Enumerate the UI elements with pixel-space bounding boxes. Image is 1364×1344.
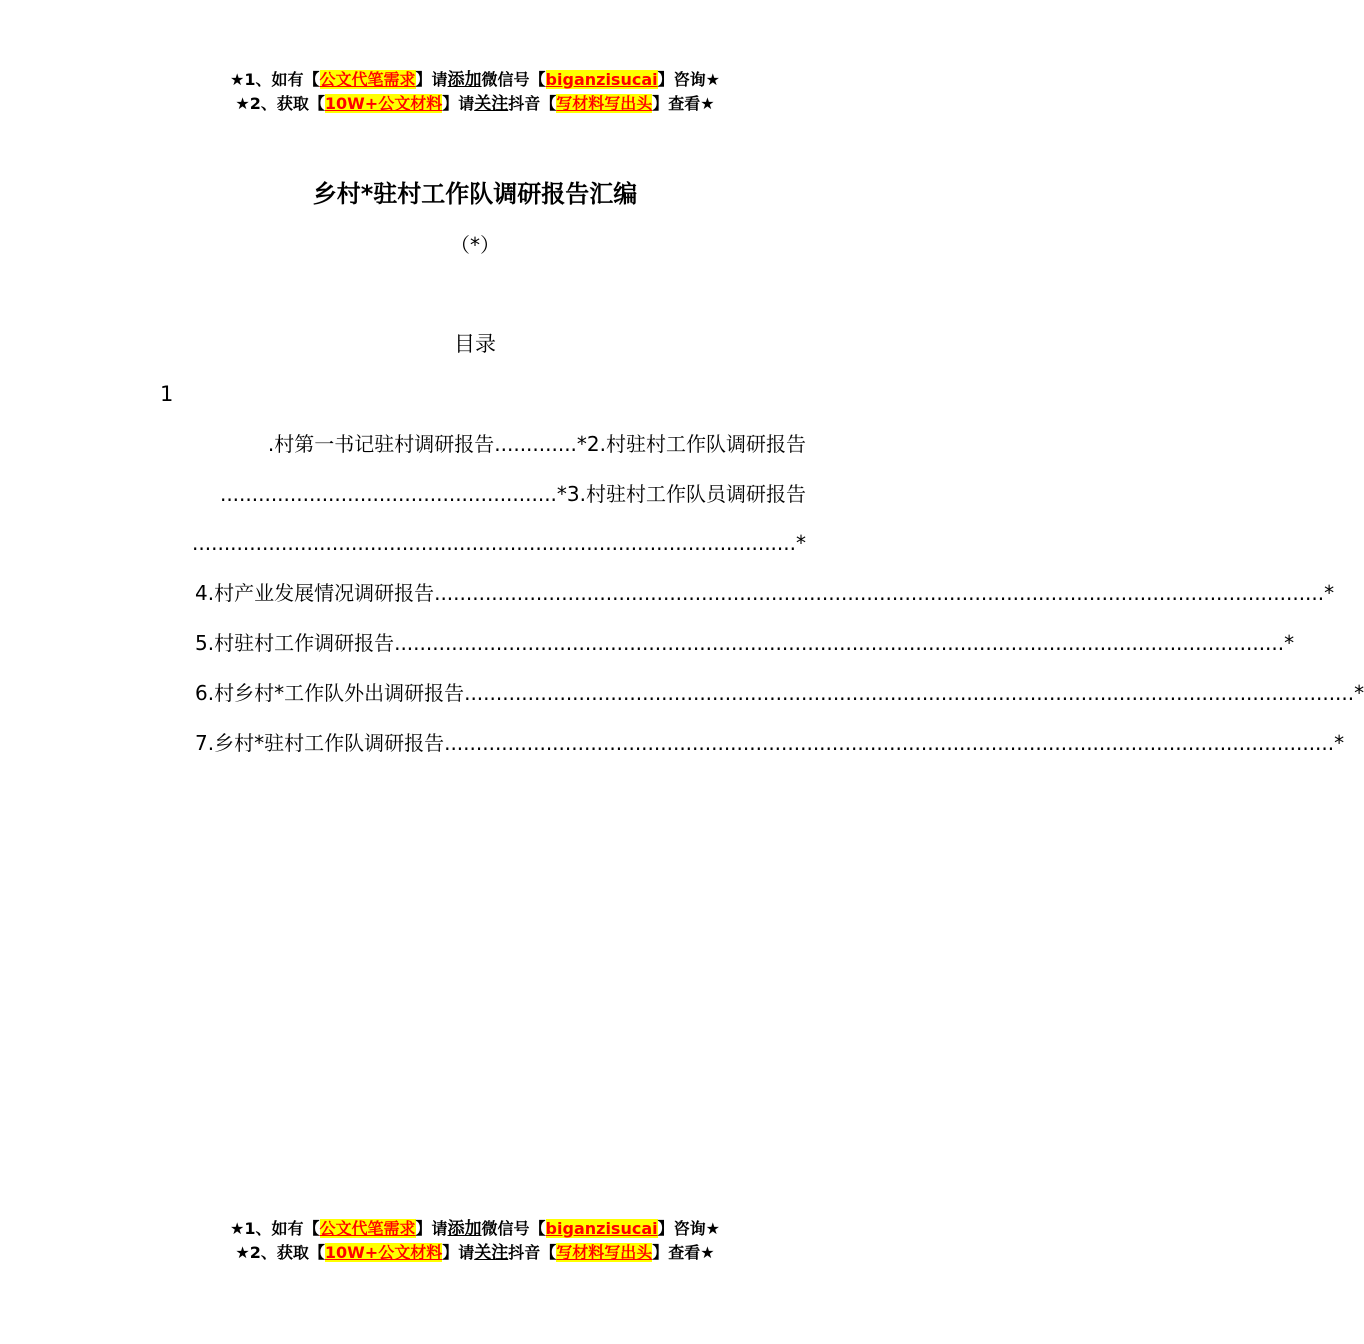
- promo-text: 】请: [442, 94, 475, 113]
- promo-text: 】咨询★: [657, 1219, 720, 1238]
- promo-line-1: [0, 68, 950, 92]
- promo-text: 】咨询★: [657, 70, 720, 89]
- promo-banner-top: [0, 68, 950, 116]
- toc-entry-label: 6.村乡村*工作队外出调研报告: [195, 681, 465, 705]
- promo-douyin-name: 写材料写出头: [556, 94, 653, 113]
- toc-entry-5: [195, 627, 1295, 659]
- toc-page-number: *: [1324, 581, 1335, 605]
- toc-entry-label: 4.村产业发展情况调研报告: [195, 581, 435, 605]
- promo-banner-bottom: [0, 1217, 950, 1265]
- document-subtitle: （*）: [450, 233, 500, 257]
- toc-entry-label: 7.乡村*驻村工作队调研报告: [195, 731, 445, 755]
- toc-entry-3: .....................................................*3.村驻村工作队员调研报告: [219, 482, 806, 506]
- promo-text: 抖音【: [508, 94, 557, 113]
- promo-line-1: [0, 1217, 950, 1241]
- toc-leader-dots: ............................................................................................................................................: [444, 731, 1335, 755]
- promo-text: 抖音【: [508, 1243, 557, 1262]
- promo-wechat-id: biganzisucai: [545, 1219, 658, 1238]
- promo-text: 微信号【: [481, 70, 546, 89]
- toc-entry-7: [195, 727, 1345, 759]
- promo-text: 】请: [415, 70, 448, 89]
- promo-underlined: 关注: [474, 94, 509, 114]
- promo-underlined: 添加: [447, 70, 482, 90]
- toc-page-number: *: [1284, 631, 1295, 655]
- promo-text: 】查看★: [652, 94, 715, 113]
- promo-line-2: [0, 92, 950, 116]
- promo-underlined: 关注: [474, 1243, 509, 1263]
- promo-wechat-id: biganzisucai: [545, 70, 658, 89]
- promo-highlight: 公文代笔需求: [319, 70, 416, 89]
- promo-text: 】查看★: [652, 1243, 715, 1262]
- toc-leader-dots: ............................................................................................................................................: [394, 631, 1285, 655]
- toc-leader-dots: ............................................................................................................................................: [464, 681, 1355, 705]
- promo-text: ★1、如有【: [230, 70, 320, 89]
- promo-text: 】请: [415, 1219, 448, 1238]
- toc-entry-4: [195, 577, 1335, 609]
- toc-heading: 目录: [454, 332, 496, 356]
- toc-entry-6: [195, 677, 1364, 709]
- toc-entry-1-2: .村第一书记驻村调研报告.............*2.村驻村工作队调研报告: [267, 432, 806, 456]
- promo-text: ★2、获取【: [235, 1243, 325, 1262]
- toc-entry-label: 5.村驻村工作调研报告: [195, 631, 395, 655]
- promo-text: ★2、获取【: [235, 94, 325, 113]
- promo-underlined: 添加: [447, 1219, 482, 1239]
- promo-text: 微信号【: [481, 1219, 546, 1238]
- promo-highlight: 10W+公文材料: [324, 94, 443, 113]
- promo-text: ★1、如有【: [230, 1219, 320, 1238]
- toc-entry-3-page: ...............................................................................................*: [192, 531, 806, 555]
- document-title: 乡村*驻村工作队调研报告汇编: [312, 180, 638, 208]
- promo-douyin-name: 写材料写出头: [556, 1243, 653, 1262]
- promo-text: 】请: [442, 1243, 475, 1262]
- toc-leader-dots: ............................................................................................................................................: [434, 581, 1325, 605]
- toc-number: 1: [160, 382, 174, 406]
- promo-highlight: 10W+公文材料: [324, 1243, 443, 1262]
- toc-page-number: *: [1334, 731, 1345, 755]
- promo-line-2: [0, 1241, 950, 1265]
- toc-page-number: *: [1354, 681, 1364, 705]
- promo-highlight: 公文代笔需求: [319, 1219, 416, 1238]
